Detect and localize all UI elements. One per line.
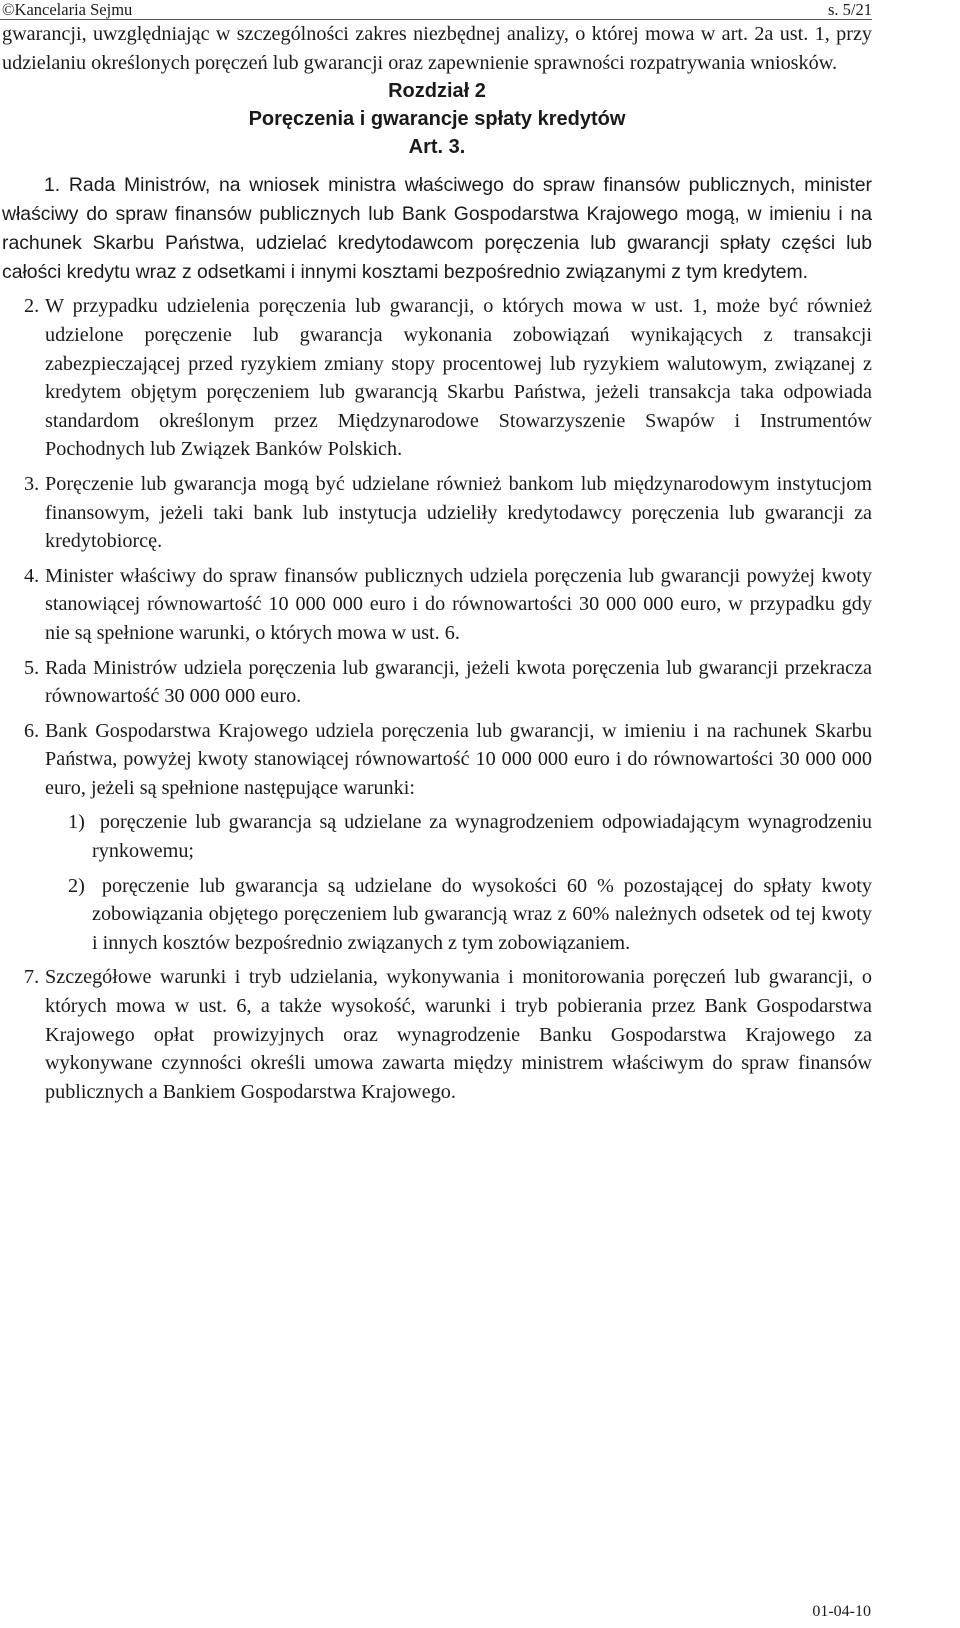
- condition-item-1: [2, 808, 872, 865]
- paragraph-number: 2.: [24, 295, 40, 318]
- condition-number: 2): [68, 874, 85, 897]
- paragraph-text: Minister właściwy do spraw finansów publicznych udziela poręczenia lub gwarancji powyżej kwoty stanowiącej równowartość 10 000 000 euro i do równowartości 30 000 000 euro, w przypadku gdy nie są spełnione warunki, o których mowa w ust. 6.: [45, 564, 872, 644]
- article-paragraph-2: [2, 292, 872, 464]
- paragraph-text: Poręczenie lub gwarancja mogą być udzielane również bankom lub międzynarodowym instytucjom finansowym, jeżeli taki bank lub instytucja udzieliły kredytodawcy poręczenia lub gwarancji za kredytobiorcę.: [45, 472, 872, 553]
- footer-date: 01-04-10: [812, 1603, 871, 1620]
- article-label: Art. 3.: [408, 136, 466, 159]
- article-paragraph-5: [2, 654, 872, 711]
- paragraph-text: Rada Ministrów udziela poręczenia lub gwarancji, jeżeli kwota poręczenia lub gwarancji przekracza równowartość 30 000 000 euro.: [45, 656, 872, 708]
- paragraph-number: 3.: [24, 472, 40, 495]
- paragraph-number: 7.: [24, 966, 40, 989]
- chapter-label: Rozdział 2: [388, 80, 486, 103]
- paragraph-text: W przypadku udzielenia poręczenia lub gwarancji, o których mowa w ust. 1, może być również udzielone poręczenie lub gwarancja wykonania zobowiązań wynikających z transakcji zabezpieczającej przed ryzykiem zmiany stopy procentowej lub ryzykiem walutowym, związanej z kredytem objętym poręczeniem lub gwarancją Skarbu Państwa, jeżeli transakcja taka odpowiada standardom określonym przez Międzynarodowe Stowarzyszenie Swapów i Instrumentów Pochodnych lub Związek Banków Polskich.: [45, 295, 872, 461]
- paragraph-text: Rada Ministrów, na wniosek ministra właściwego do spraw finansów publicznych, minister właściwy do spraw finansów publicznych lub Bank Gospodarstwa Krajowego mogą, w imieniu i na rachunek Skarbu Państwa, udzielać kredytodawcom poręczenia lub gwarancji spłaty części lub całości kredytu wraz z odsetkami i innymi kosztami bezpośrednio związanymi z tym kredytem.: [2, 174, 872, 283]
- article-paragraph-3: [2, 470, 872, 556]
- condition-text: poręczenie lub gwarancja są udzielane za wynagrodzeniem odpowiadającym wynagrodzeniu rynkowemu;: [92, 811, 873, 863]
- article-paragraph-6: [2, 717, 872, 803]
- header-page-number: s. 5/21: [827, 0, 872, 19]
- document-body: [2, 20, 872, 1106]
- paragraph-number: 6.: [24, 719, 40, 742]
- condition-item-2: [2, 872, 872, 958]
- paragraph-text: Bank Gospodarstwa Krajowego udziela poręczenia lub gwarancji, w imieniu i na rachunek Skarbu Państwa, powyżej kwoty stanowiącej równowartość 10 000 000 euro i do równowartości 30 000 000 euro, jeżeli są spełnione następujące warunki:: [45, 719, 872, 799]
- paragraph-number: 5.: [24, 656, 40, 679]
- condition-number: 1): [68, 811, 85, 834]
- paragraph-number: 4.: [24, 564, 40, 587]
- header-source: ©Kancelaria Sejmu: [2, 0, 133, 19]
- chapter-title: Poręczenia i gwarancje spłaty kredytów: [248, 108, 626, 131]
- article-paragraph-4: [2, 562, 872, 648]
- paragraph-text: Szczegółowe warunki i tryb udzielania, wykonywania i monitorowania poręczeń lub gwarancji, o których mowa w ust. 6, a także wysokość, warunki i tryb pobierania przez Bank Gospodarstwa Krajowego opłat prowizyjnych oraz wynagrodzenie Banku Gospodarstwa Krajowego za wykonywane czynności określi umowa zawarta między ministrem właściwym do spraw finansów publicznych a Bankiem Gospodarstwa Krajowego.: [45, 966, 872, 1103]
- paragraph-number: 1.: [44, 174, 61, 197]
- condition-text: poręczenie lub gwarancja są udzielane do wysokości 60 % pozostającej do spłaty kwoty zobowiązania objętego poręczeniem lub gwarancją wraz z 60% należnych odsetek od tej kwoty i innych kosztów bezpośrednio związanych z tym zobowiązaniem.: [92, 874, 873, 954]
- intro-paragraph: gwarancji, uwzględniając w szczególności zakres niezbędnej analizy, o której mowa w art. 2a ust. 1, przy udzielaniu określonych poręczeń lub gwarancji oraz zapewnienie sprawności rozpatrywania wniosków.: [2, 23, 872, 74]
- article-paragraph-7: [2, 963, 872, 1106]
- article-paragraph-1: [2, 171, 872, 286]
